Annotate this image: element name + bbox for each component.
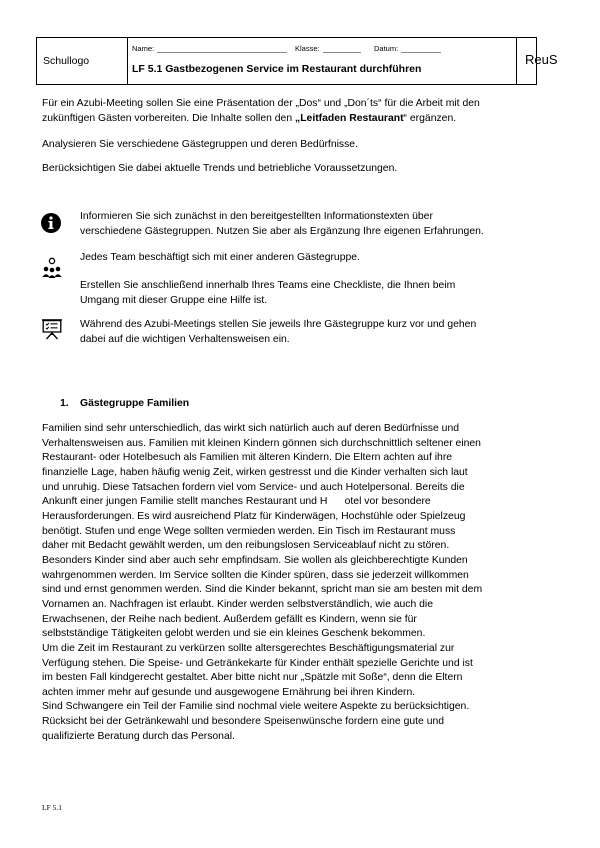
school-logo-cell	[37, 38, 128, 84]
body-line: daher mit Bedacht gewählt werden, um den reibungslosen Serviceablauf nicht zu stören.	[42, 540, 450, 552]
present-text-2: dabei auf die wichtigen Verhaltensweisen ein.	[80, 334, 290, 345]
klasse-label: Klasse:	[295, 44, 320, 53]
checklist-text-1: Erstellen Sie anschließend innerhalb Ihres Teams eine Checkliste, die Ihnen beim	[80, 280, 456, 291]
body-line: wahrgenommen werden. Im Service sollten die Kinder spüren, dass sie jederzeit willkommen	[42, 569, 469, 581]
presentation-icon	[41, 318, 63, 340]
body-line: und unruhig. Diese Tatsachen fordern viel vom Service- und auch Hotelpersonal. Bereits die	[42, 481, 465, 493]
body-line: Familien sind sehr unterschiedlich, das wirkt sich natürlich auch auf deren Bedürfnisse und	[42, 423, 459, 434]
analyze-text: Analysieren Sie verschiedene Gästegruppen und deren Bedürfnisse.	[42, 139, 358, 150]
name-field[interactable]	[132, 44, 287, 53]
body-line: benötigt. Stufen und enge Wege sollten vermieden werden. Ein Tisch im Restaurant muss	[42, 525, 456, 537]
checklist-text-2: Umgang mit dieser Gruppe eine Hilfe ist.	[80, 295, 268, 306]
info-text-2: verschiedene Gästegruppen. Nutzen Sie aber als Ergänzung Ihre eigenen Erfahrungen.	[80, 226, 484, 237]
body-line: Restaurant- oder Hotelbesuch als Familien mit älteren Kindern. Die Eltern achten auf ihre	[42, 452, 453, 464]
intro-line-1: Für ein Azubi-Meeting sollen Sie eine Präsentation der „Dos“ und „Don´ts“ für die Arbeit mit den	[42, 98, 480, 109]
datum-label: Datum:	[374, 44, 399, 53]
name-line[interactable]	[157, 45, 287, 53]
body-line: sind und ernst genommen werden. Sind die Kinder bekannt, spricht man sie am besten mit dem	[42, 584, 483, 596]
team-icon	[41, 256, 63, 278]
body-line: Verfügung stehen. Die Speise- und Getränkekarte für Kinder enthält spezielle Gerichte und ist	[42, 657, 473, 669]
body-line: im besten Fall kindgerecht gestaltet. Aber bitte nicht nur „Spätzle mit Soße“, denn die Eltern	[42, 672, 463, 684]
body-line: Ankunft einer jungen Familie stellt manches Restaurant und H otel vor besondere	[42, 496, 431, 508]
info-text-1: Informieren Sie sich zunächst in den bereitgestellten Informationstexten über	[80, 211, 433, 222]
body-line: Erwachsenen, der Reihe nach bedient. Außerdem gefällt es Kindern, wenn sie für	[42, 613, 417, 625]
subject-code: ReuS	[525, 52, 558, 67]
section-title: Gästegruppe Familien	[80, 398, 190, 409]
worksheet-title: LF 5.1 Gastbezogenen Service im Restaurant durchführen	[132, 63, 422, 75]
klasse-field[interactable]	[295, 44, 361, 53]
body-line: Herausforderungen. Es wird ausreichend Platz für Kinderwägen, Hochstühle oder Spielzeug	[42, 510, 466, 522]
body-line: Sind Schwangere ein Teil der Familie sind nochmal viele weitere Aspekte zu berücksichtigen.	[42, 701, 470, 713]
info-icon	[41, 213, 61, 233]
body-line: Verhaltensweisen aus. Familien mit kleinen Kindern gönnen sich durchschnittlich seltener einen	[42, 437, 481, 449]
present-text-1: Während des Azubi-Meetings stellen Sie jeweils Ihre Gästegruppe kurz vor und gehen	[80, 319, 477, 330]
leitfaden-bold: „Leitfaden Restaurant	[295, 113, 404, 124]
body-line: Rücksicht bei der Getränkewahl und besondere Speisenwünsche fordern eine gute und	[42, 716, 445, 728]
section-heading	[60, 398, 189, 409]
body-line: Besonders Kinder sind aber auch sehr empfindsam. Sie wollen als gleichberechtigte Kunden	[42, 554, 468, 566]
school-logo-label: Schullogo	[43, 55, 90, 67]
title-cell	[128, 38, 517, 84]
klasse-line[interactable]	[323, 45, 361, 53]
body-line: achten immer mehr auf gesunde und ausgewogene Ernährung bei ihren Kindern.	[42, 686, 416, 698]
body-line: finanzielle Lage, haben häufig wenig Zeit, wirken gestresst und die Kinder verhalten sich laut	[42, 466, 468, 478]
body-line: qualifizierte Beratung durch das Personal.	[42, 730, 235, 742]
header-table	[36, 37, 558, 85]
subject-cell	[517, 38, 558, 84]
section-number: 1.	[60, 398, 69, 409]
page-footer: LF 5.1	[42, 803, 63, 812]
section-body	[42, 422, 482, 744]
body-line: Um die Zeit im Restaurant zu verkürzen sollte altersgerechtes Beschäftigungsmaterial zur	[42, 642, 455, 654]
consider-text: Berücksichtigen Sie dabei aktuelle Trends und betriebliche Voraussetzungen.	[42, 163, 398, 174]
team-text: Jedes Team beschäftigt sich mit einer anderen Gästegruppe.	[80, 252, 360, 263]
body-line: Vornamen an. Nachfragen ist erlaubt. Kinder werden selbstverständlich, wie auch die	[42, 598, 434, 610]
intro-line-2: zukünftigen Gästen vorbereiten. Die Inhalte sollen den „Leitfaden Restaurant“ ergänzen.	[42, 113, 457, 124]
body-line: selbstständige Tätigkeiten gelobt werden und sie ein kleines Geschenk bekommen.	[42, 628, 426, 640]
datum-line[interactable]	[401, 45, 441, 53]
name-label: Name:	[132, 44, 155, 53]
datum-field[interactable]	[374, 44, 441, 53]
